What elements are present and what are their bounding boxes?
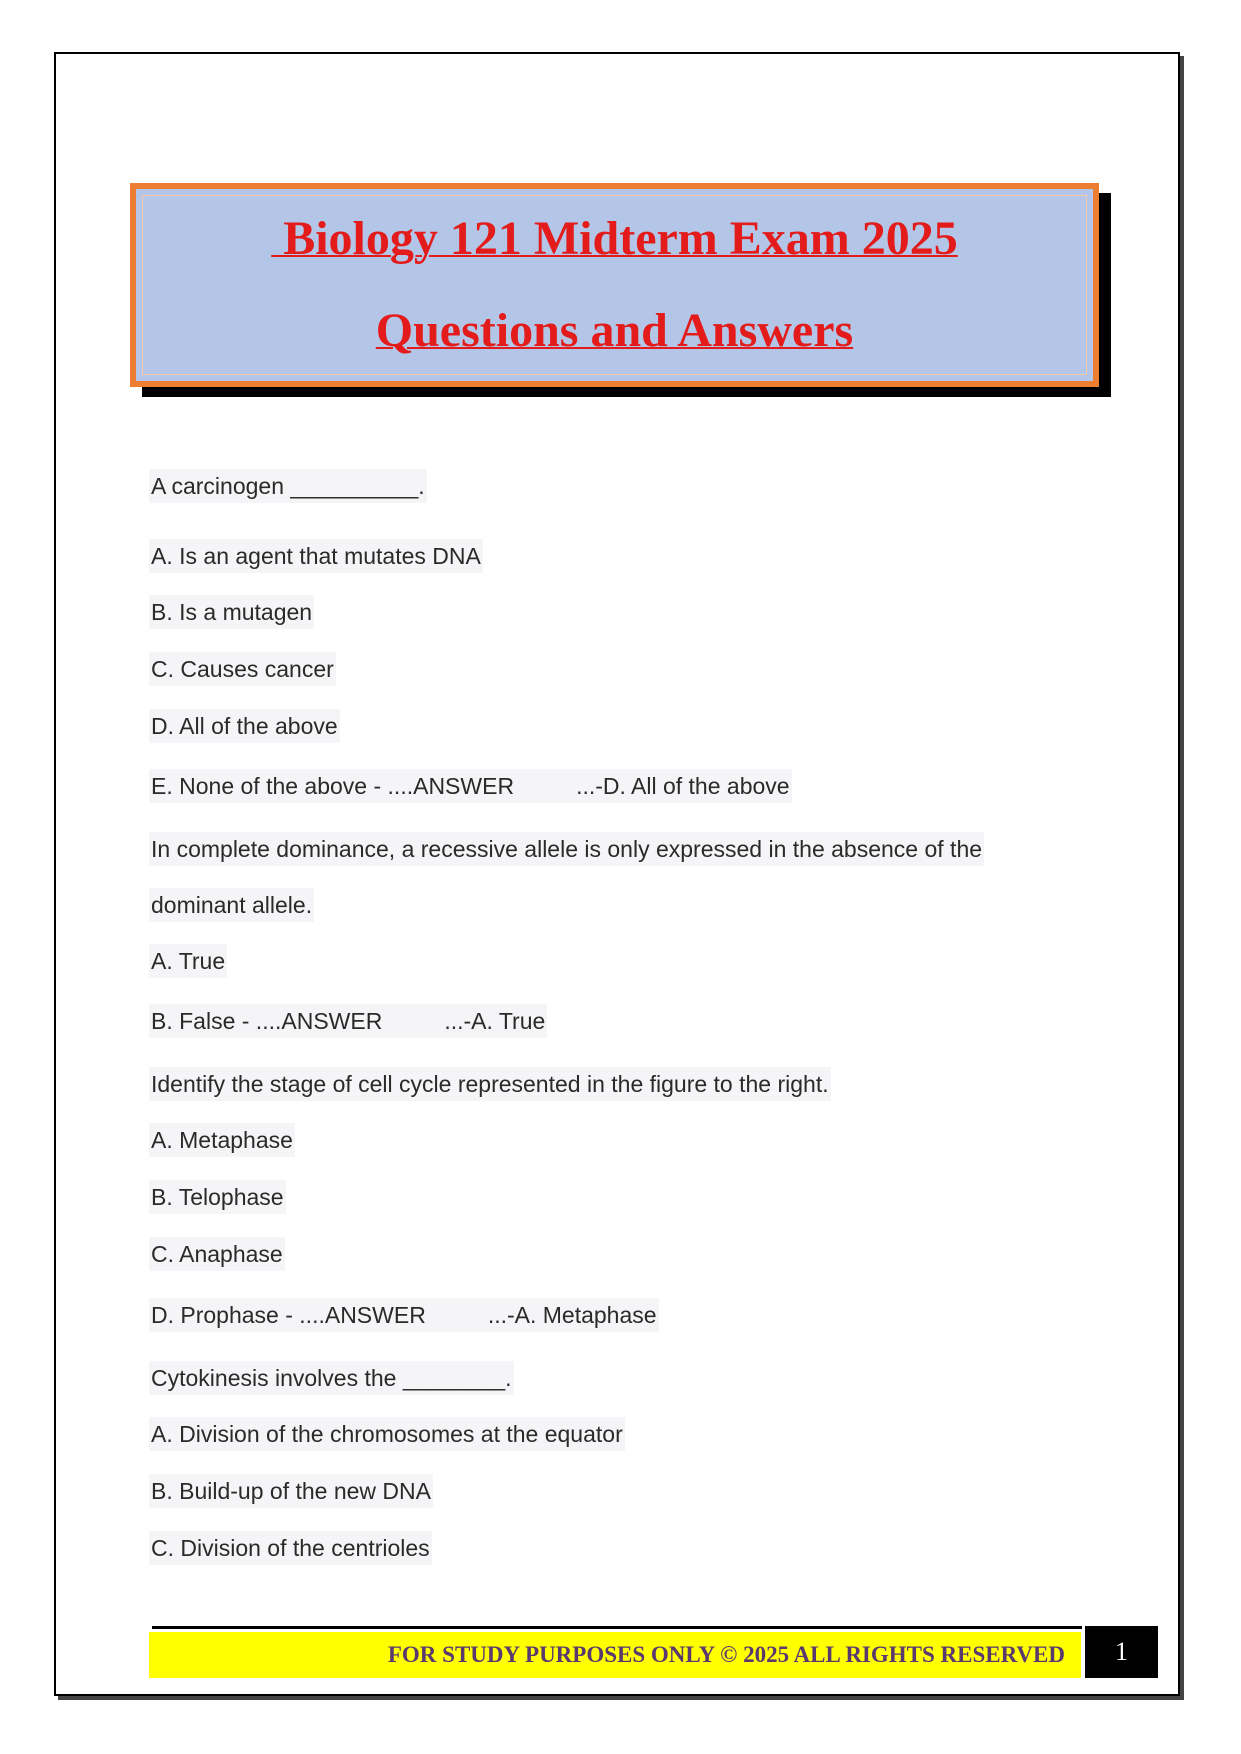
question-prompt: Cytokinesis involves the ________. [149,1361,514,1395]
question-prompt: In complete dominance, a recessive allele is only expressed in the absence of the [149,832,984,866]
answer-option: B. Is a mutagen [149,595,314,629]
correct-answer: ...-A. Metaphase [487,1302,657,1328]
answer-option: A. Division of the chromosomes at the equator [149,1417,625,1451]
answer-line [149,1298,659,1332]
page-number: 1 [1085,1626,1158,1678]
correct-answer: ...-A. True [444,1008,546,1034]
answer-option: A. Metaphase [149,1123,295,1157]
answer-option: B. Telophase [149,1180,286,1214]
footer-band [149,1632,1081,1678]
answer-option: A. Is an agent that mutates DNA [149,539,483,573]
footer-text: FOR STUDY PURPOSES ONLY © 2025 ALL RIGHTS RESERVED [387,1642,1065,1667]
answer-option: B. False - ....ANSWER [151,1008,383,1034]
answer-option: D. All of the above [149,709,340,743]
title-line-1: Biology 121 Midterm Exam 2025 [271,212,958,265]
footer-rule [152,1626,1082,1629]
answer-line [149,1004,547,1038]
correct-answer: ...-D. All of the above [576,773,790,799]
answer-option: D. Prophase - ....ANSWER [151,1302,426,1328]
answer-option: B. Build-up of the new DNA [149,1474,433,1508]
title-line-2: Questions and Answers [375,304,854,357]
question-prompt: dominant allele. [149,888,314,922]
answer-line [149,769,792,803]
question-prompt: A carcinogen __________. [149,469,427,503]
answer-option: C. Anaphase [149,1237,285,1271]
title-box [130,183,1099,387]
answer-option: C. Causes cancer [149,652,336,686]
answer-option: C. Division of the centrioles [149,1531,432,1565]
answer-option: E. None of the above - ....ANSWER [151,773,515,799]
answer-option: A. True [149,944,227,978]
question-prompt: Identify the stage of cell cycle represented in the figure to the right. [149,1067,831,1101]
